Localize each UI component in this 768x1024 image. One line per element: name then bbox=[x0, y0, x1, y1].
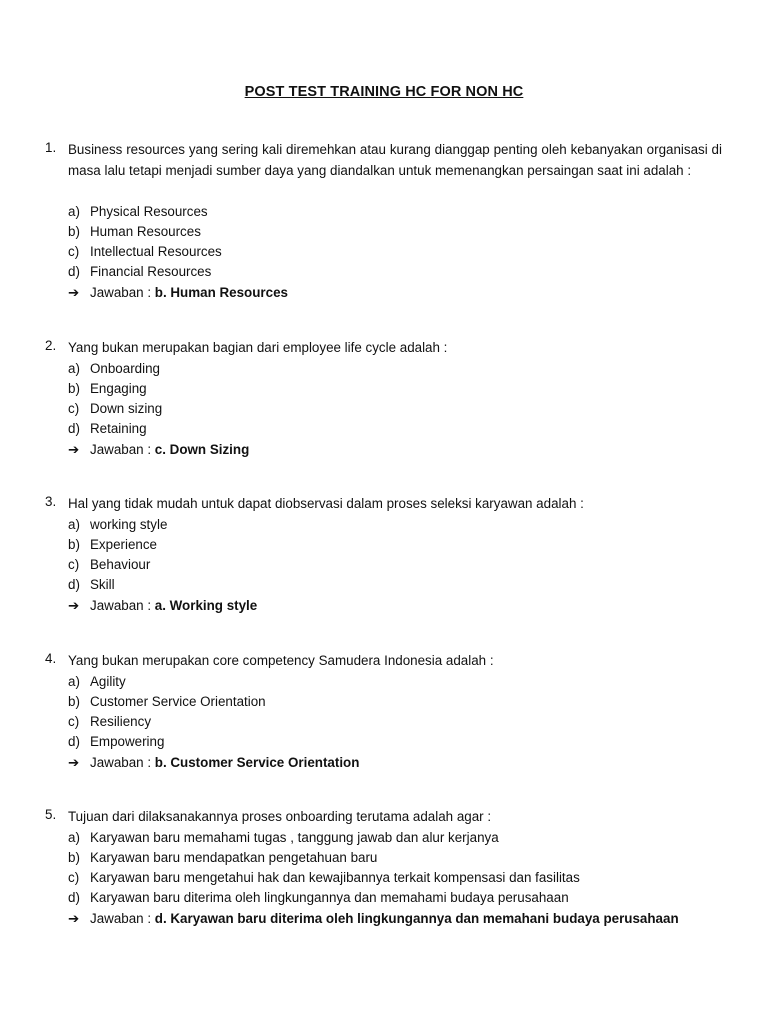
option-text: Empowering bbox=[90, 734, 165, 750]
option-text: Karyawan baru memahami tugas , tanggung jawab dan alur kerjanya bbox=[90, 829, 499, 845]
option-b bbox=[68, 535, 157, 555]
option-text: Skill bbox=[90, 577, 115, 593]
arrow-right-icon: ➔ bbox=[68, 910, 80, 926]
option-c bbox=[68, 399, 162, 419]
option-c bbox=[68, 242, 222, 262]
option-text: working style bbox=[90, 516, 168, 532]
arrow-right-icon: ➔ bbox=[68, 597, 80, 613]
option-letter: a) bbox=[68, 203, 80, 219]
answer-line bbox=[68, 909, 679, 929]
option-letter: c) bbox=[68, 557, 80, 573]
answer-value: c. Down Sizing bbox=[154, 441, 250, 457]
option-d bbox=[68, 419, 147, 439]
question-number: 4. bbox=[45, 651, 57, 666]
option-letter: b) bbox=[68, 536, 80, 552]
option-text: Customer Service Orientation bbox=[90, 693, 266, 709]
answer-value: a. Working style bbox=[154, 597, 258, 613]
option-letter: a) bbox=[68, 673, 80, 689]
option-letter: d) bbox=[68, 577, 80, 593]
option-b bbox=[68, 848, 377, 868]
option-c bbox=[68, 712, 151, 732]
option-text: Karyawan baru mendapatkan pengetahuan baru bbox=[90, 849, 378, 865]
option-text: Down sizing bbox=[90, 401, 163, 417]
option-text: Behaviour bbox=[90, 557, 151, 573]
option-text: Physical Resources bbox=[90, 203, 208, 219]
option-letter: a) bbox=[68, 829, 80, 845]
option-text: Karyawan baru diterima oleh lingkungannya dan memahami budaya perusahaan bbox=[90, 890, 569, 906]
answer-prefix: Jawaban : bbox=[90, 597, 155, 613]
answer-line bbox=[68, 596, 257, 616]
option-text: Experience bbox=[90, 536, 157, 552]
answer-prefix: Jawaban : bbox=[90, 284, 155, 300]
option-letter: d) bbox=[68, 421, 80, 437]
question-text: Tujuan dari dilaksanakannya proses onboarding terutama adalah agar : bbox=[68, 809, 492, 824]
answer-prefix: Jawaban : bbox=[90, 910, 155, 926]
question-text: Hal yang tidak mudah untuk dapat diobservasi dalam proses seleksi karyawan adalah : bbox=[68, 496, 584, 511]
option-d bbox=[68, 262, 211, 282]
arrow-right-icon: ➔ bbox=[68, 284, 80, 300]
option-a bbox=[68, 828, 499, 848]
question-text: Business resources yang sering kali diremehkan atau kurang dianggap penting oleh kebanyakan organisasi di masa lalu tetapi menjadi sumber daya yang diandalkan untuk memenangkan persaingan saat ini adalah : bbox=[68, 142, 722, 178]
question-number: 5. bbox=[45, 807, 57, 822]
option-letter: d) bbox=[68, 264, 80, 280]
question-text: Yang bukan merupakan core competency Samudera Indonesia adalah : bbox=[68, 653, 494, 668]
option-d bbox=[68, 888, 569, 908]
option-a bbox=[68, 515, 167, 535]
option-a bbox=[68, 359, 160, 379]
option-b bbox=[68, 692, 266, 712]
option-text: Karyawan baru mengetahui hak dan kewajibannya terkait kompensasi dan fasilitas bbox=[90, 870, 580, 886]
option-text: Human Resources bbox=[90, 223, 201, 239]
option-text: Resiliency bbox=[90, 714, 152, 730]
option-a bbox=[68, 202, 208, 222]
option-letter: b) bbox=[68, 693, 80, 709]
option-text: Agility bbox=[90, 673, 126, 689]
option-b bbox=[68, 379, 147, 399]
option-letter: b) bbox=[68, 223, 80, 239]
option-letter: c) bbox=[68, 714, 80, 730]
option-letter: b) bbox=[68, 380, 80, 396]
answer-prefix: Jawaban : bbox=[90, 441, 155, 457]
option-letter: a) bbox=[68, 360, 80, 376]
option-a bbox=[68, 672, 126, 692]
option-text: Financial Resources bbox=[90, 264, 212, 280]
option-letter: a) bbox=[68, 516, 80, 532]
answer-value: b. Human Resources bbox=[154, 284, 288, 300]
option-letter: b) bbox=[68, 849, 80, 865]
answer-line bbox=[68, 753, 359, 773]
option-letter: d) bbox=[68, 890, 80, 906]
option-text: Onboarding bbox=[90, 360, 160, 376]
option-d bbox=[68, 732, 164, 752]
page-title: POST TEST TRAINING HC FOR NON HC bbox=[244, 84, 524, 100]
option-d bbox=[68, 575, 115, 595]
answer-value: d. Karyawan baru diterima oleh lingkungannya dan memahani budaya perusahaan bbox=[154, 910, 679, 926]
answer-line bbox=[68, 440, 249, 460]
option-text: Intellectual Resources bbox=[90, 244, 222, 260]
option-c bbox=[68, 555, 150, 575]
option-b bbox=[68, 222, 201, 242]
option-letter: c) bbox=[68, 401, 80, 417]
arrow-right-icon: ➔ bbox=[68, 754, 80, 770]
answer-value: b. Customer Service Orientation bbox=[154, 754, 360, 770]
option-text: Retaining bbox=[90, 421, 147, 437]
question-number: 3. bbox=[45, 494, 57, 509]
question-text: Yang bukan merupakan bagian dari employee life cycle adalah : bbox=[68, 340, 448, 355]
option-letter: c) bbox=[68, 244, 80, 260]
question-number: 1. bbox=[45, 140, 57, 155]
option-letter: d) bbox=[68, 734, 80, 750]
question-number: 2. bbox=[45, 338, 57, 353]
answer-line bbox=[68, 283, 288, 303]
option-letter: c) bbox=[68, 870, 80, 886]
option-text: Engaging bbox=[90, 380, 147, 396]
arrow-right-icon: ➔ bbox=[68, 441, 80, 457]
answer-prefix: Jawaban : bbox=[90, 754, 155, 770]
option-c bbox=[68, 868, 580, 888]
